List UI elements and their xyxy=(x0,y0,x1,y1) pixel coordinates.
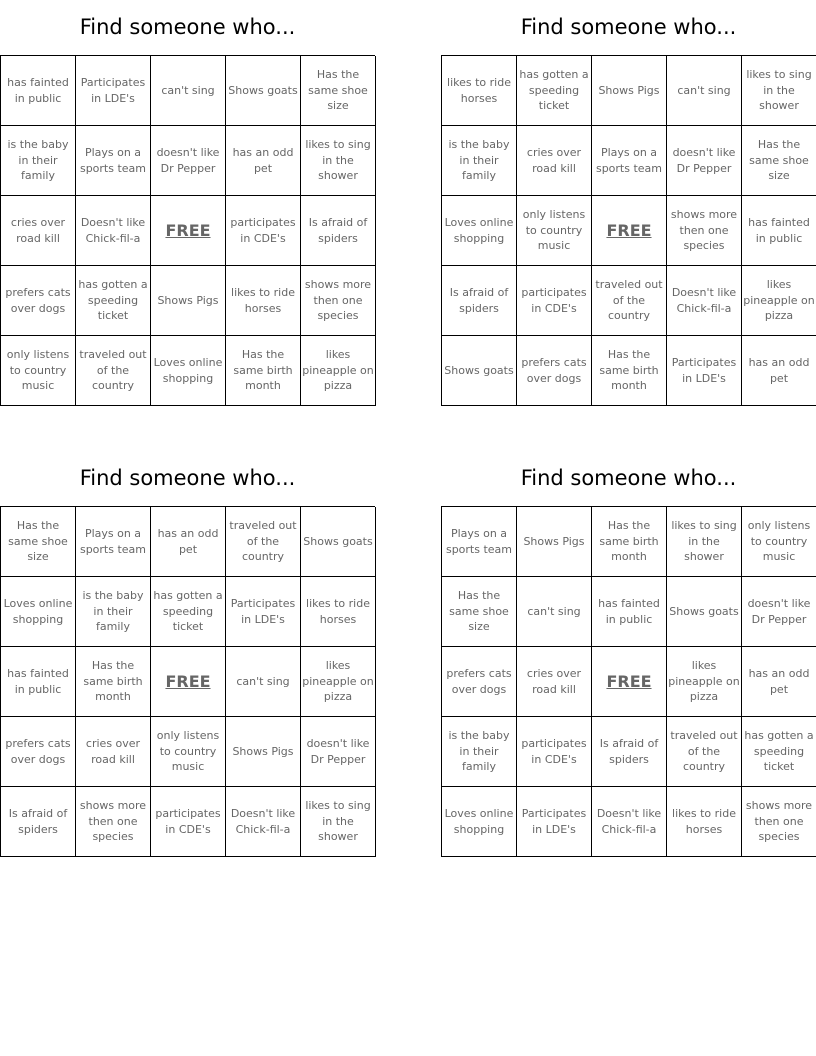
bingo-cell: traveled out of the country xyxy=(76,336,151,406)
bingo-cell: participates in CDE's xyxy=(226,196,301,266)
bingo-cell: likes to ride horses xyxy=(301,577,376,647)
bingo-cell: traveled out of the country xyxy=(226,507,301,577)
bingo-cell: Has the same birth month xyxy=(226,336,301,406)
bingo-cell: has an odd pet xyxy=(151,507,226,577)
bingo-cell: has an odd pet xyxy=(742,336,816,406)
card-title: Find someone who... xyxy=(79,466,296,490)
bingo-card-2 xyxy=(441,0,816,406)
bingo-cell: Loves online shopping xyxy=(151,336,226,406)
bingo-cell: prefers cats over dogs xyxy=(1,717,76,787)
bingo-cell: Shows goats xyxy=(226,56,301,126)
bingo-cell: Has the same birth month xyxy=(76,647,151,717)
bingo-cell: likes to ride horses xyxy=(442,56,517,126)
bingo-cell: Participates in LDE's xyxy=(76,56,151,126)
bingo-cell: participates in CDE's xyxy=(517,266,592,336)
bingo-cell: has an odd pet xyxy=(742,647,816,717)
bingo-cell: prefers cats over dogs xyxy=(517,336,592,406)
bingo-cell: shows more then one species xyxy=(301,266,376,336)
bingo-card-4 xyxy=(441,451,816,857)
card-title: Find someone who... xyxy=(520,466,737,490)
bingo-cell: doesn't like Dr Pepper xyxy=(301,717,376,787)
bingo-cell: Shows goats xyxy=(442,336,517,406)
free-space-cell: FREE xyxy=(592,647,667,717)
bingo-cell: Has the same shoe size xyxy=(742,126,816,196)
bingo-cell: is the baby in their family xyxy=(442,126,517,196)
bingo-cell: Has the same shoe size xyxy=(1,507,76,577)
bingo-cell: only listens to country music xyxy=(742,507,816,577)
bingo-cell: doesn't like Dr Pepper xyxy=(667,126,742,196)
bingo-cell: cries over road kill xyxy=(1,196,76,266)
bingo-cell: participates in CDE's xyxy=(517,717,592,787)
bingo-card-1 xyxy=(0,0,375,406)
bingo-cell: has an odd pet xyxy=(226,126,301,196)
bingo-cell: is the baby in their family xyxy=(442,717,517,787)
bingo-cell: cries over road kill xyxy=(517,126,592,196)
bingo-cell: Shows Pigs xyxy=(226,717,301,787)
bingo-cell: prefers cats over dogs xyxy=(442,647,517,717)
bingo-cell: Loves online shopping xyxy=(1,577,76,647)
bingo-cell: Participates in LDE's xyxy=(517,787,592,857)
bingo-cell: has fainted in public xyxy=(592,577,667,647)
bingo-cell: Has the same shoe size xyxy=(442,577,517,647)
bingo-grid xyxy=(441,55,816,406)
bingo-cell: doesn't like Dr Pepper xyxy=(742,577,816,647)
bingo-cell: Loves online shopping xyxy=(442,196,517,266)
bingo-cell: has gotten a speeding ticket xyxy=(517,56,592,126)
bingo-cell: traveled out of the country xyxy=(592,266,667,336)
bingo-cell: Doesn't like Chick-fil-a xyxy=(592,787,667,857)
bingo-cell: only listens to country music xyxy=(517,196,592,266)
bingo-cell: Plays on a sports team xyxy=(442,507,517,577)
bingo-cell: has gotten a speeding ticket xyxy=(76,266,151,336)
bingo-cell: Doesn't like Chick-fil-a xyxy=(226,787,301,857)
bingo-cell: Has the same shoe size xyxy=(301,56,376,126)
bingo-cell: has fainted in public xyxy=(1,647,76,717)
bingo-cell: can't sing xyxy=(667,56,742,126)
bingo-cell: has gotten a speeding ticket xyxy=(151,577,226,647)
bingo-cell: only listens to country music xyxy=(1,336,76,406)
bingo-cell: can't sing xyxy=(151,56,226,126)
bingo-cell: Participates in LDE's xyxy=(667,336,742,406)
bingo-cell: Plays on a sports team xyxy=(76,126,151,196)
bingo-cell: likes pineapple on pizza xyxy=(301,336,376,406)
bingo-cell: likes to sing in the shower xyxy=(301,787,376,857)
bingo-cell: likes pineapple on pizza xyxy=(742,266,816,336)
bingo-cell: prefers cats over dogs xyxy=(1,266,76,336)
bingo-cell: likes to sing in the shower xyxy=(742,56,816,126)
bingo-cell: likes pineapple on pizza xyxy=(667,647,742,717)
bingo-cell: likes to sing in the shower xyxy=(667,507,742,577)
bingo-cell: Is afraid of spiders xyxy=(592,717,667,787)
bingo-cell: doesn't like Dr Pepper xyxy=(151,126,226,196)
bingo-cell: only listens to country music xyxy=(151,717,226,787)
bingo-cell: Participates in LDE's xyxy=(226,577,301,647)
bingo-grid xyxy=(0,506,375,857)
bingo-card-3 xyxy=(0,451,375,857)
bingo-cell: can't sing xyxy=(517,577,592,647)
bingo-grid xyxy=(0,55,375,406)
free-space-cell: FREE xyxy=(151,647,226,717)
card-title: Find someone who... xyxy=(520,15,737,39)
bingo-cell: Shows goats xyxy=(667,577,742,647)
bingo-cell: shows more then one species xyxy=(742,787,816,857)
card-title: Find someone who... xyxy=(79,15,296,39)
bingo-cell: Is afraid of spiders xyxy=(301,196,376,266)
bingo-cell: shows more then one species xyxy=(667,196,742,266)
bingo-cell: has fainted in public xyxy=(1,56,76,126)
bingo-cell: Is afraid of spiders xyxy=(442,266,517,336)
bingo-cell: likes pineapple on pizza xyxy=(301,647,376,717)
bingo-cell: Shows Pigs xyxy=(517,507,592,577)
bingo-cell: Plays on a sports team xyxy=(592,126,667,196)
bingo-cell: Has the same birth month xyxy=(592,507,667,577)
bingo-cell: is the baby in their family xyxy=(1,126,76,196)
bingo-cell: Is afraid of spiders xyxy=(1,787,76,857)
bingo-grid xyxy=(441,506,816,857)
bingo-cell: Doesn't like Chick-fil-a xyxy=(76,196,151,266)
bingo-cell: Shows goats xyxy=(301,507,376,577)
bingo-cell: Loves online shopping xyxy=(442,787,517,857)
bingo-cell: Plays on a sports team xyxy=(76,507,151,577)
bingo-cell: Doesn't like Chick-fil-a xyxy=(667,266,742,336)
bingo-cell: has fainted in public xyxy=(742,196,816,266)
bingo-cell: Shows Pigs xyxy=(151,266,226,336)
bingo-cell: Shows Pigs xyxy=(592,56,667,126)
bingo-cell: is the baby in their family xyxy=(76,577,151,647)
bingo-cell: cries over road kill xyxy=(517,647,592,717)
bingo-cell: cries over road kill xyxy=(76,717,151,787)
bingo-cell: likes to sing in the shower xyxy=(301,126,376,196)
bingo-cell: likes to ride horses xyxy=(226,266,301,336)
free-space-cell: FREE xyxy=(592,196,667,266)
bingo-cell: Has the same birth month xyxy=(592,336,667,406)
bingo-cell: shows more then one species xyxy=(76,787,151,857)
bingo-cell: can't sing xyxy=(226,647,301,717)
bingo-cell: participates in CDE's xyxy=(151,787,226,857)
bingo-cell: likes to ride horses xyxy=(667,787,742,857)
free-space-cell: FREE xyxy=(151,196,226,266)
bingo-cell: has gotten a speeding ticket xyxy=(742,717,816,787)
bingo-cell: traveled out of the country xyxy=(667,717,742,787)
